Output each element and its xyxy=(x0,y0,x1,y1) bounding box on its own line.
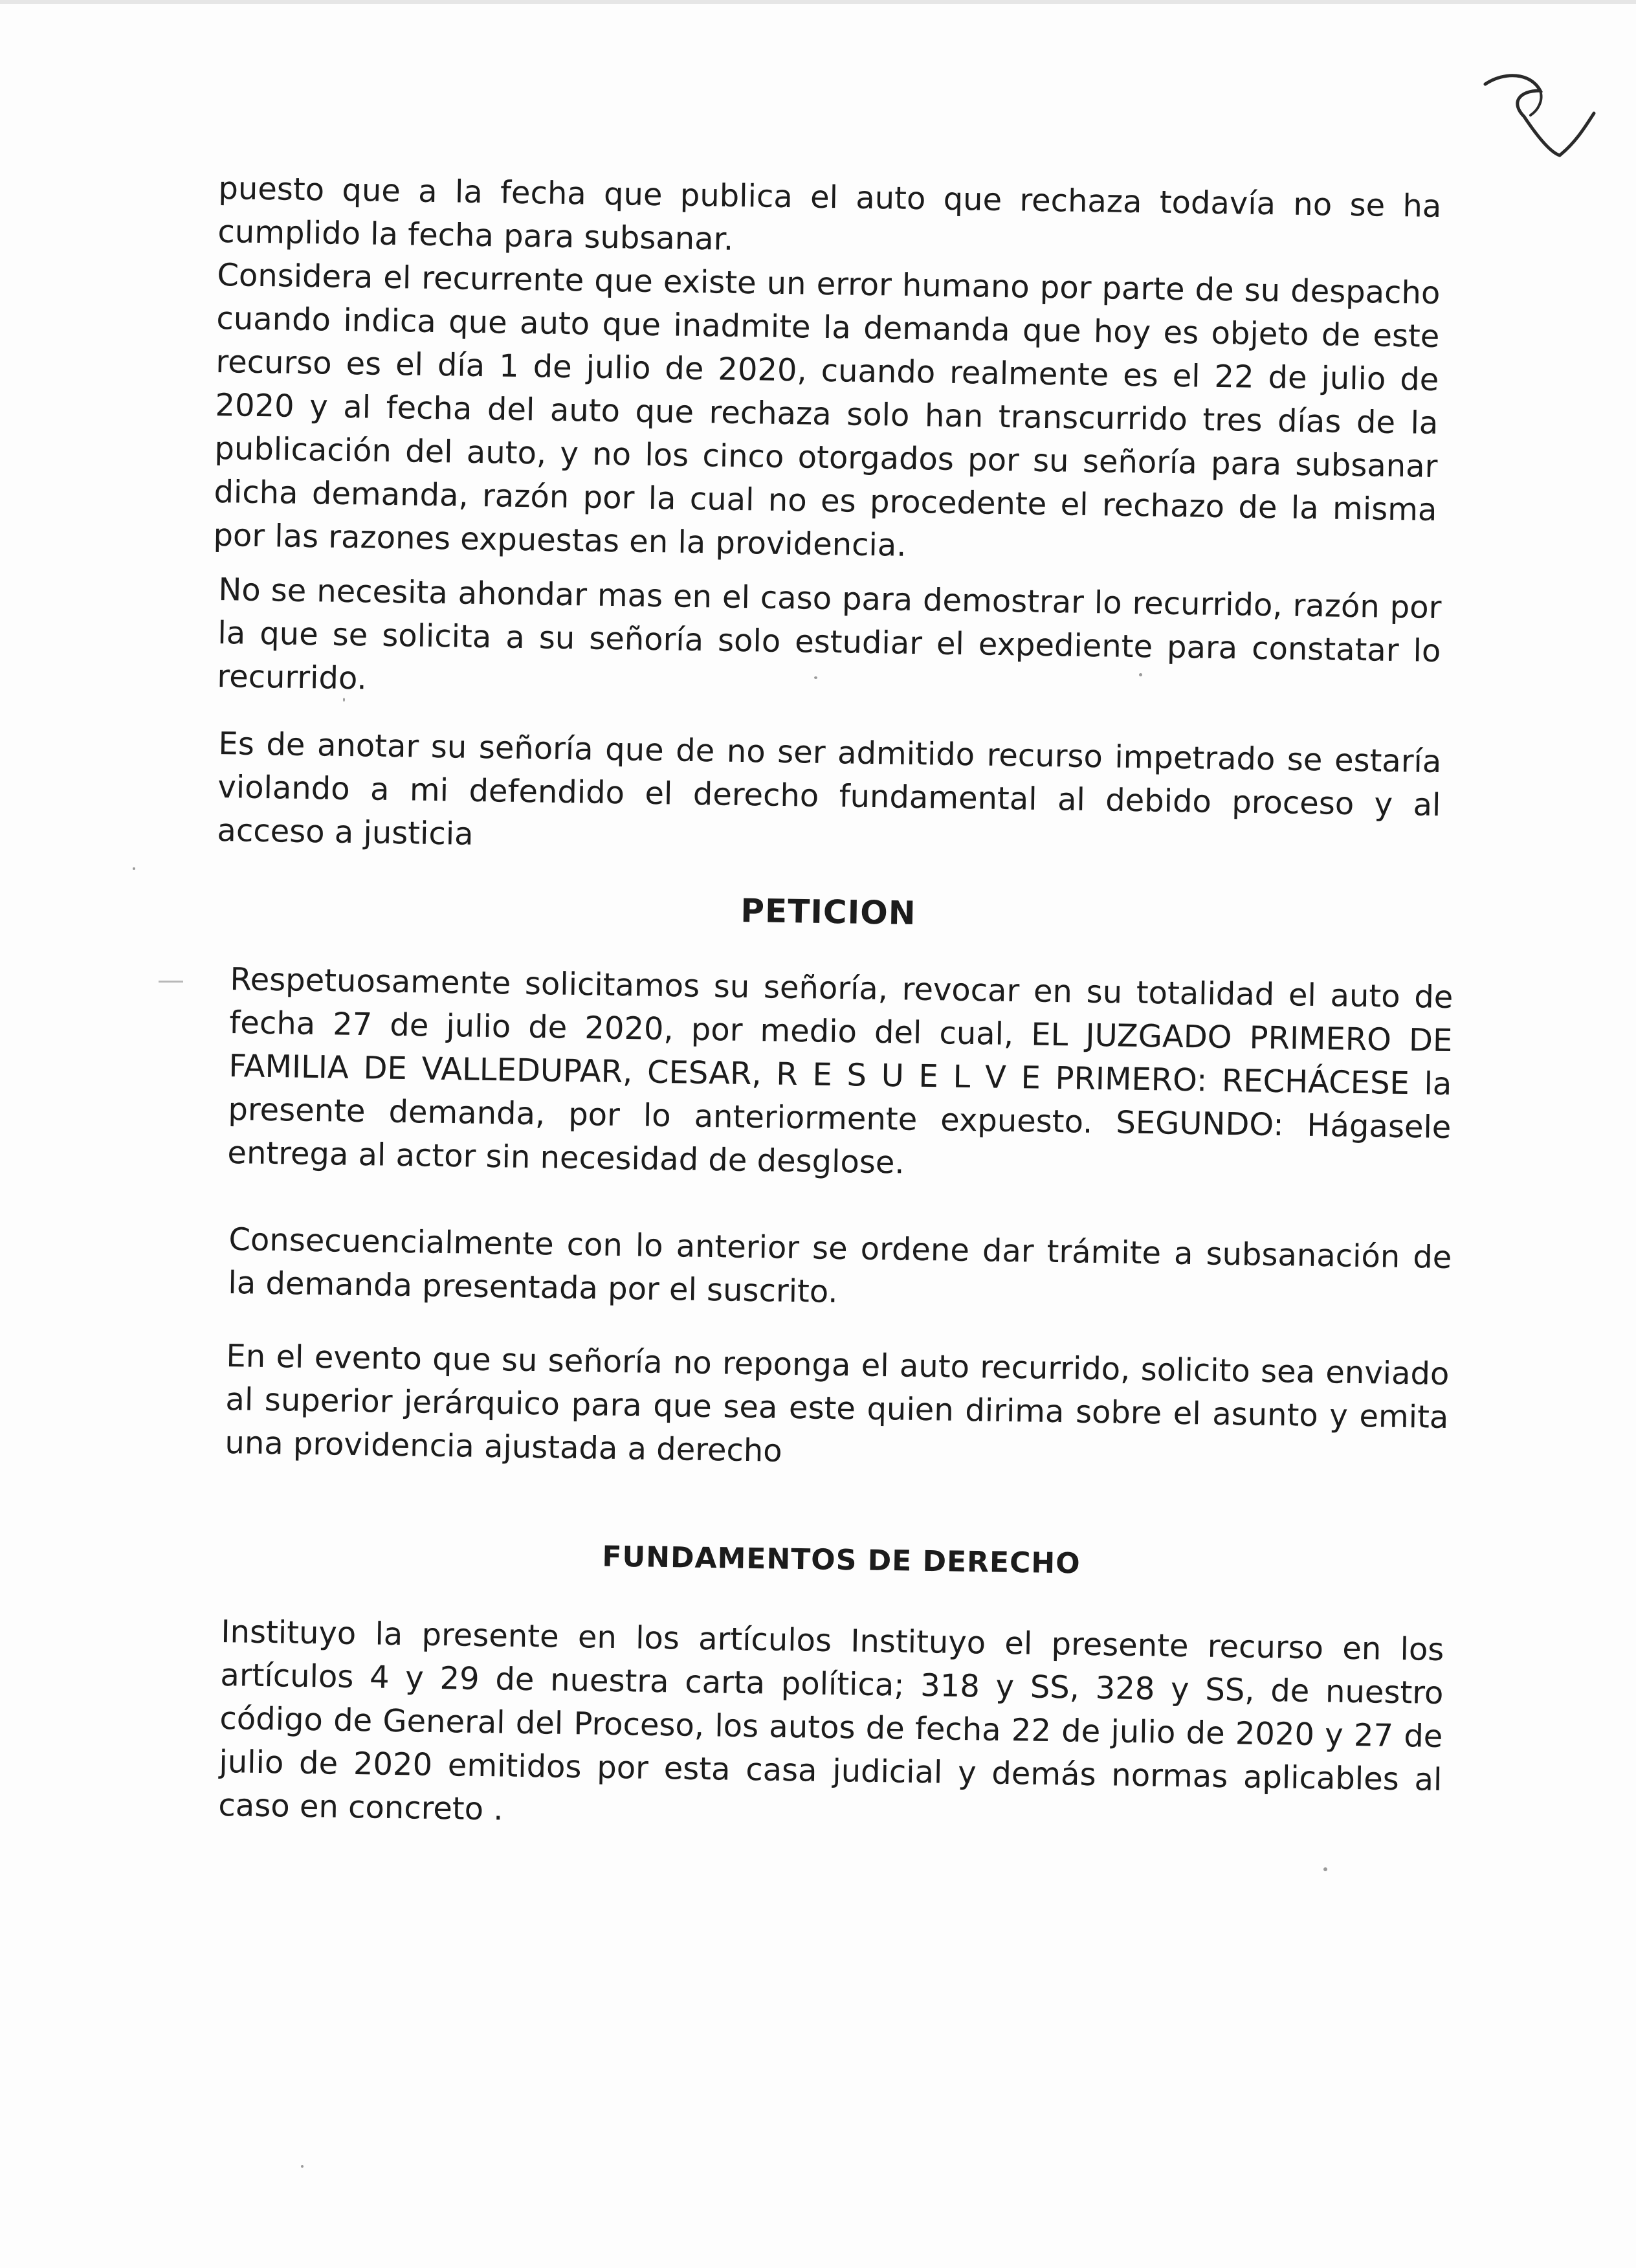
scan-speck xyxy=(1139,673,1142,676)
paragraph-considera: Considera el recurrente que existe un error humano por parte de su despacho cuando indica que auto que inadmite la demanda que hoy es objeto de este recurso es el día 1 de julio de 2020, cuando realmente es el 22 de julio de 2020 y al fecha del auto que rechaza solo han transcurrido tres días de la publicación del auto, y no los cinco otorgados por su señoría para subsanar dicha demanda, razón por la cual no es procedente el rechazo de la misma por las razones expuestas en la providencia. xyxy=(213,256,1441,564)
scan-speck xyxy=(814,676,817,679)
heading-fundamentos: FUNDAMENTOS DE DERECHO xyxy=(602,1540,1081,1581)
scan-top-edge xyxy=(0,0,1636,4)
paragraph-group-es-de-anotar xyxy=(217,722,1442,871)
paragraph-group-peticion-1 xyxy=(227,958,1454,1193)
scan-speck xyxy=(343,698,345,702)
paragraph-group-no-se-necesita xyxy=(217,568,1442,717)
paragraph-es-de-anotar: Es de anotar su señoría que de no ser admitido recurso impetrado se estaría violando a mi defendido el derecho fundamental al debido proceso y al acceso a justicia xyxy=(217,725,1442,852)
paragraph-group-intro xyxy=(213,167,1442,575)
paragraph-peticion-2: Consecuencialmente con lo anterior se ordene dar trámite a subsanación de la demanda presentada por el suscrito. xyxy=(228,1221,1452,1310)
paragraph-peticion-3: En el evento que su señoría no reponga el auto recurrido, solicito sea enviado al superior jerárquico para que sea este quien dirima sobre el asunto y emita una providencia ajustada a derecho xyxy=(225,1337,1450,1469)
scan-speck xyxy=(301,2165,304,2168)
paragraph-intro: puesto que a la fecha que publica el auto que rechaza todavía no se ha cumplido la fecha para subsanar. xyxy=(217,170,1442,258)
handwritten-page-number-icon xyxy=(1479,65,1602,175)
paragraph-group-peticion-2 xyxy=(228,1218,1452,1323)
paragraph-no-se-necesita: No se necesita ahondar mas en el caso para demostrar lo recurrido, razón por la que se solicita a su señoría solo estudiar el expediente para constatar lo recurrido. xyxy=(217,571,1442,697)
paragraph-fundamentos: Instituyo la presente en los artículos Instituyo el presente recurso en los artículos 4 y 29 de nuestra carta política; 318 y SS, 328 y SS, de nuestro código de General del Proceso, los autos de fecha 22 de julio de 2020 y 27 de julio de 2020 emitidos por esta casa judicial y demás normas aplicables al caso en concreto . xyxy=(218,1613,1444,1828)
paragraph-peticion-1: Respetuosamente solicitamos su señoría, revocar en su totalidad el auto de fecha 27 de julio de 2020, por medio del cual, EL JUZGADO PRIMERO DE FAMILIA DE VALLEDUPAR, CESAR, R E S U E L V E PRIMERO: RECHÁCESE la presente demanda, por lo anteriormente expuesto. SEGUNDO: Hágasele entrega al actor sin necesidad de desglose. xyxy=(227,961,1454,1181)
scan-speck xyxy=(133,867,135,870)
heading-peticion: PETICION xyxy=(740,891,916,933)
scan-dash-artifact xyxy=(159,981,183,983)
handwritten-mark-svg xyxy=(1479,65,1602,175)
scan-speck xyxy=(1323,1867,1327,1871)
paragraph-group-fundamentos xyxy=(218,1610,1444,1845)
paragraph-group-peticion-3 xyxy=(225,1335,1450,1483)
